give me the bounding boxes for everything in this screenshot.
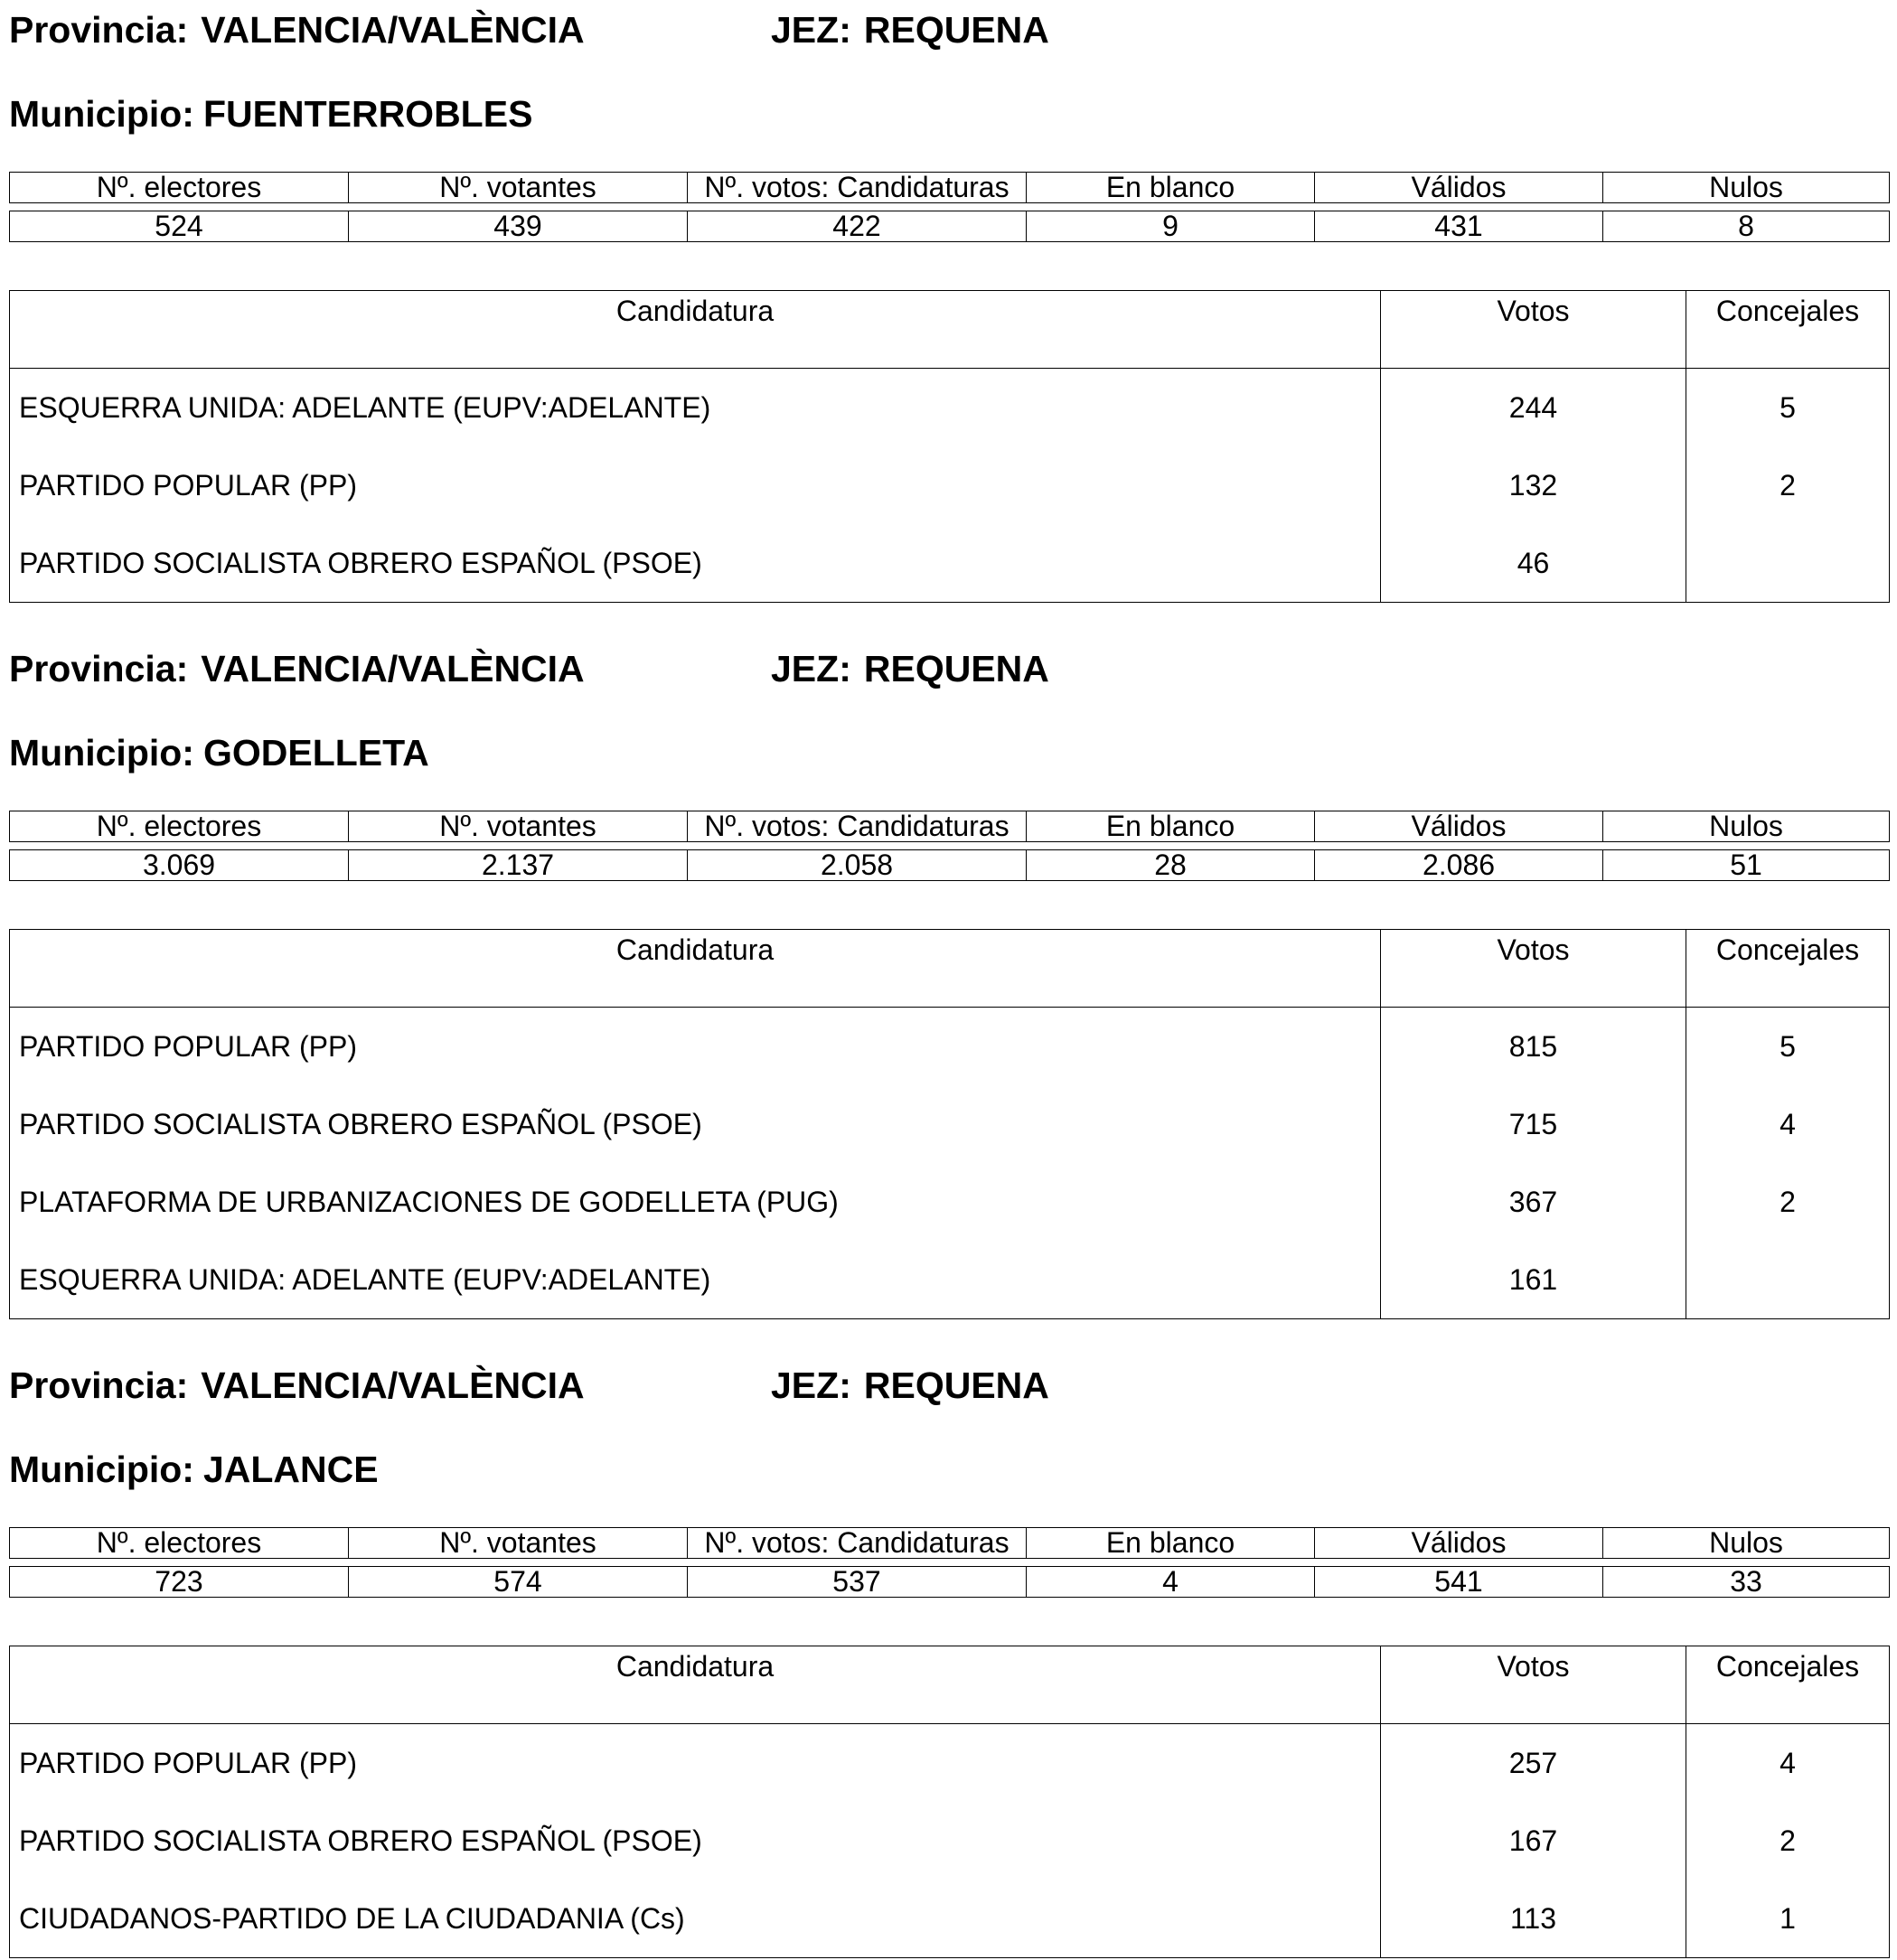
stats-value-cell: 537	[688, 1567, 1027, 1598]
municipio-line	[9, 87, 532, 141]
candidatura-votos: 257	[1381, 1724, 1686, 1803]
candidatura-row	[10, 1163, 1890, 1241]
stats-value-row	[10, 850, 1890, 881]
stats-value-cell: 2.137	[349, 850, 688, 881]
candidatura-concejales: 2	[1686, 1163, 1890, 1241]
candidatura-row	[10, 1802, 1890, 1880]
stats-table	[9, 1527, 1890, 1598]
stats-table	[9, 811, 1890, 881]
candidaturas-table	[9, 929, 1890, 1319]
candidatura-row	[10, 1880, 1890, 1958]
provincia-label: Provincia:	[9, 9, 189, 51]
concejales-header: Concejales	[1686, 1646, 1890, 1724]
candidatura-concejales: 4	[1686, 1085, 1890, 1163]
stats-value-row	[10, 1567, 1890, 1598]
stats-header-cell: Nº. electores	[10, 173, 349, 203]
provincia-line	[9, 642, 1049, 696]
candidatura-row	[10, 1008, 1890, 1086]
concejales-header: Concejales	[1686, 291, 1890, 369]
candidatura-row	[10, 1241, 1890, 1319]
stats-header-row	[10, 1528, 1890, 1559]
stats-header-cell: Nº. electores	[10, 811, 349, 842]
jez-value: REQUENA	[863, 9, 1049, 51]
candidatura-header: Candidatura	[10, 930, 1381, 1008]
candidatura-name: PARTIDO SOCIALISTA OBRERO ESPAÑOL (PSOE)	[10, 524, 1381, 603]
stats-header-cell: En blanco	[1027, 811, 1315, 842]
municipio-line	[9, 726, 429, 780]
candidatura-concejales: 4	[1686, 1724, 1890, 1803]
candidatura-name: PARTIDO POPULAR (PP)	[10, 1724, 1381, 1803]
stats-value-cell: 422	[688, 211, 1027, 242]
municipio-label: Municipio:	[9, 732, 194, 774]
municipio-name: GODELLETA	[202, 732, 429, 774]
jez-value: REQUENA	[863, 648, 1049, 689]
candidatura-concejales: 5	[1686, 369, 1890, 447]
stats-header-cell: Nulos	[1603, 173, 1890, 203]
stats-value-cell: 9	[1027, 211, 1315, 242]
stats-header-cell: Válidos	[1315, 811, 1603, 842]
candidatura-votos: 113	[1381, 1880, 1686, 1958]
candidaturas-header-row	[10, 291, 1890, 369]
votos-header: Votos	[1381, 291, 1686, 369]
provincia-label: Provincia:	[9, 1364, 189, 1406]
stats-header-cell: Nº. votantes	[349, 1528, 688, 1559]
stats-value-cell: 574	[349, 1567, 688, 1598]
stats-header-cell: Nº. votos: Candidaturas	[688, 1528, 1027, 1559]
stats-header-cell: Nulos	[1603, 1528, 1890, 1559]
jez-label: JEZ:	[771, 1364, 851, 1406]
candidatura-name: CIUDADANOS-PARTIDO DE LA CIUDADANIA (Cs)	[10, 1880, 1381, 1958]
stats-value-cell: 431	[1315, 211, 1603, 242]
concejales-header: Concejales	[1686, 930, 1890, 1008]
candidatura-votos: 244	[1381, 369, 1686, 447]
candidaturas-table	[9, 1646, 1890, 1958]
stats-value-cell: 439	[349, 211, 688, 242]
stats-value-cell: 8	[1603, 211, 1890, 242]
municipio-label: Municipio:	[9, 93, 194, 135]
provincia-label: Provincia:	[9, 648, 189, 689]
candidatura-votos: 46	[1381, 524, 1686, 603]
candidatura-concejales: 5	[1686, 1008, 1890, 1086]
candidatura-header: Candidatura	[10, 291, 1381, 369]
stats-header-cell: Nº. votos: Candidaturas	[688, 173, 1027, 203]
votos-header: Votos	[1381, 1646, 1686, 1724]
provincia-line	[9, 3, 1049, 57]
candidatura-concejales	[1686, 524, 1890, 603]
votos-header: Votos	[1381, 930, 1686, 1008]
stats-header-cell: En blanco	[1027, 173, 1315, 203]
candidatura-header: Candidatura	[10, 1646, 1381, 1724]
candidatura-name: ESQUERRA UNIDA: ADELANTE (EUPV:ADELANTE)	[10, 369, 1381, 447]
stats-header-cell: Nº. votantes	[349, 173, 688, 203]
provincia-value: VALENCIA/VALÈNCIA	[201, 648, 585, 689]
stats-value-cell: 541	[1315, 1567, 1603, 1598]
stats-value-cell: 33	[1603, 1567, 1890, 1598]
candidatura-row	[10, 1085, 1890, 1163]
candidatura-concejales: 2	[1686, 446, 1890, 524]
candidatura-votos: 715	[1381, 1085, 1686, 1163]
stats-header-cell: Válidos	[1315, 173, 1603, 203]
candidatura-name: PARTIDO POPULAR (PP)	[10, 1008, 1381, 1086]
jez-block	[771, 642, 1049, 696]
candidatura-votos: 167	[1381, 1802, 1686, 1880]
candidatura-row	[10, 1724, 1890, 1803]
candidatura-concejales: 1	[1686, 1880, 1890, 1958]
candidatura-row	[10, 369, 1890, 447]
municipio-line	[9, 1442, 379, 1496]
stats-header-row	[10, 173, 1890, 203]
candidatura-votos: 367	[1381, 1163, 1686, 1241]
stats-table	[9, 172, 1890, 242]
candidatura-name: PARTIDO POPULAR (PP)	[10, 446, 1381, 524]
stats-value-cell: 2.058	[688, 850, 1027, 881]
provincia-value: VALENCIA/VALÈNCIA	[201, 1364, 585, 1406]
stats-value-cell: 524	[10, 211, 349, 242]
stats-header-row	[10, 811, 1890, 842]
stats-header-cell: Nº. electores	[10, 1528, 349, 1559]
candidatura-concejales: 2	[1686, 1802, 1890, 1880]
candidatura-votos: 161	[1381, 1241, 1686, 1319]
provincia-value: VALENCIA/VALÈNCIA	[201, 9, 585, 51]
stats-value-cell: 51	[1603, 850, 1890, 881]
jez-block	[771, 3, 1049, 57]
jez-label: JEZ:	[771, 9, 851, 51]
jez-block	[771, 1358, 1049, 1412]
stats-header-cell: En blanco	[1027, 1528, 1315, 1559]
stats-header-cell: Nº. votantes	[349, 811, 688, 842]
stats-header-cell: Nº. votos: Candidaturas	[688, 811, 1027, 842]
candidatura-name: PARTIDO SOCIALISTA OBRERO ESPAÑOL (PSOE)	[10, 1802, 1381, 1880]
stats-value-row	[10, 211, 1890, 242]
municipio-label: Municipio:	[9, 1449, 194, 1490]
stats-header-cell: Válidos	[1315, 1528, 1603, 1559]
candidatura-name: PLATAFORMA DE URBANIZACIONES DE GODELLETA (PUG)	[10, 1163, 1381, 1241]
jez-label: JEZ:	[771, 648, 851, 689]
candidatura-name: ESQUERRA UNIDA: ADELANTE (EUPV:ADELANTE)	[10, 1241, 1381, 1319]
candidatura-votos: 132	[1381, 446, 1686, 524]
jez-value: REQUENA	[863, 1364, 1049, 1406]
stats-value-cell: 4	[1027, 1567, 1315, 1598]
stats-value-cell: 28	[1027, 850, 1315, 881]
municipio-name: JALANCE	[202, 1449, 379, 1490]
candidatura-row	[10, 524, 1890, 603]
candidatura-name: PARTIDO SOCIALISTA OBRERO ESPAÑOL (PSOE)	[10, 1085, 1381, 1163]
candidaturas-header-row	[10, 930, 1890, 1008]
municipio-name: FUENTERROBLES	[202, 93, 533, 135]
provincia-line	[9, 1358, 1049, 1412]
stats-value-cell: 723	[10, 1567, 349, 1598]
stats-value-cell: 2.086	[1315, 850, 1603, 881]
candidatura-concejales	[1686, 1241, 1890, 1319]
candidatura-row	[10, 446, 1890, 524]
candidaturas-table	[9, 290, 1890, 603]
candidatura-votos: 815	[1381, 1008, 1686, 1086]
candidaturas-header-row	[10, 1646, 1890, 1724]
stats-header-cell: Nulos	[1603, 811, 1890, 842]
stats-value-cell: 3.069	[10, 850, 349, 881]
